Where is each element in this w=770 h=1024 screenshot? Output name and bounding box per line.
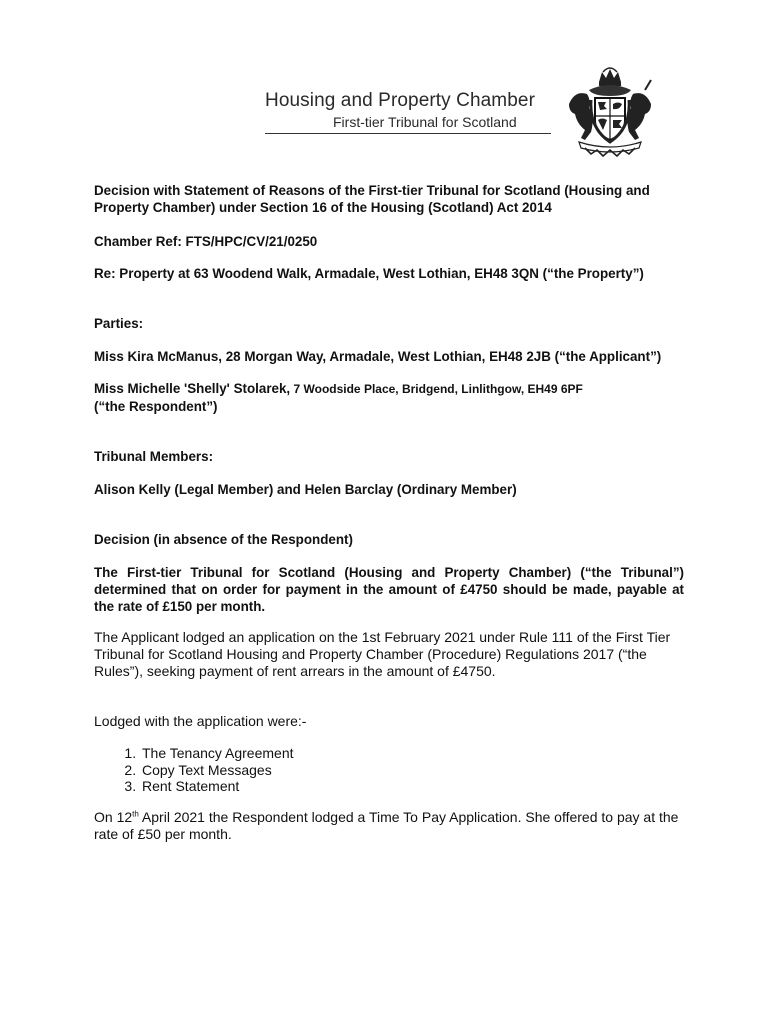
applicant-details: Miss Kira McManus, 28 Morgan Way, Armadale, West Lothian, EH48 2JB (“the Applicant”): [94, 349, 662, 364]
respondent-address: 7 Woodside Place, Bridgend, Linlithgow, EH49 6PF: [290, 382, 583, 396]
members-heading: Tribunal Members:: [94, 449, 214, 464]
tribunal-members: Alison Kelly (Legal Member) and Helen Barclay (Ordinary Member): [94, 482, 517, 497]
royal-coat-of-arms-icon: [555, 64, 665, 159]
parties-heading: Parties:: [94, 316, 144, 331]
document-title: Decision with Statement of Reasons of the First-tier Tribunal for Scotland (Housing and Property Chamber) under Section 16 of the Housing (Scotland) Act 2014: [94, 183, 650, 215]
paragraph-lodged: Lodged with the application were:-: [94, 713, 307, 729]
lodged-documents-list: [94, 745, 684, 795]
decision-heading: Decision (in absence of the Respondent): [94, 532, 353, 547]
decision-text: The First-tier Tribunal for Scotland (Housing and Property Chamber) (“the Tribunal”) determined that on order for payment in the amount of £4750 should be made, payable at the rate of £150 per month.: [94, 565, 684, 614]
respondent-name: Miss Michelle 'Shelly' Stolarek,: [94, 381, 291, 396]
list-item: 1. The Tenancy Agreement: [140, 745, 684, 762]
property-reference: Re: Property at 63 Woodend Walk, Armadale, West Lothian, EH48 3QN (“the Property”): [94, 266, 644, 281]
header-rule: [265, 133, 551, 134]
respondent-details: [94, 380, 684, 398]
respondent-label: (“the Respondent”): [94, 399, 218, 414]
document-body: [94, 182, 684, 843]
list-item: 2. Copy Text Messages: [140, 762, 684, 779]
org-subtitle: First-tier Tribunal for Scotland: [333, 114, 517, 130]
list-item: 3. Rent Statement: [140, 778, 684, 795]
document-header: [265, 64, 685, 159]
org-name: Housing and Property Chamber: [265, 90, 535, 111]
chamber-ref: Chamber Ref: FTS/HPC/CV/21/0250: [94, 234, 318, 249]
paragraph-time-to-pay: On 12th April 2021 the Respondent lodged a Time To Pay Application. She offered to pay at the rate of £50 per month.: [94, 808, 679, 842]
paragraph-application: The Applicant lodged an application on the 1st February 2021 under Rule 111 of the First Tier Tribunal for Scotland Housing and Property Chamber (Procedure) Regulations 2017 (“the Rules”), seeking payment of rent arrears in the amount of £4750.: [94, 629, 671, 679]
